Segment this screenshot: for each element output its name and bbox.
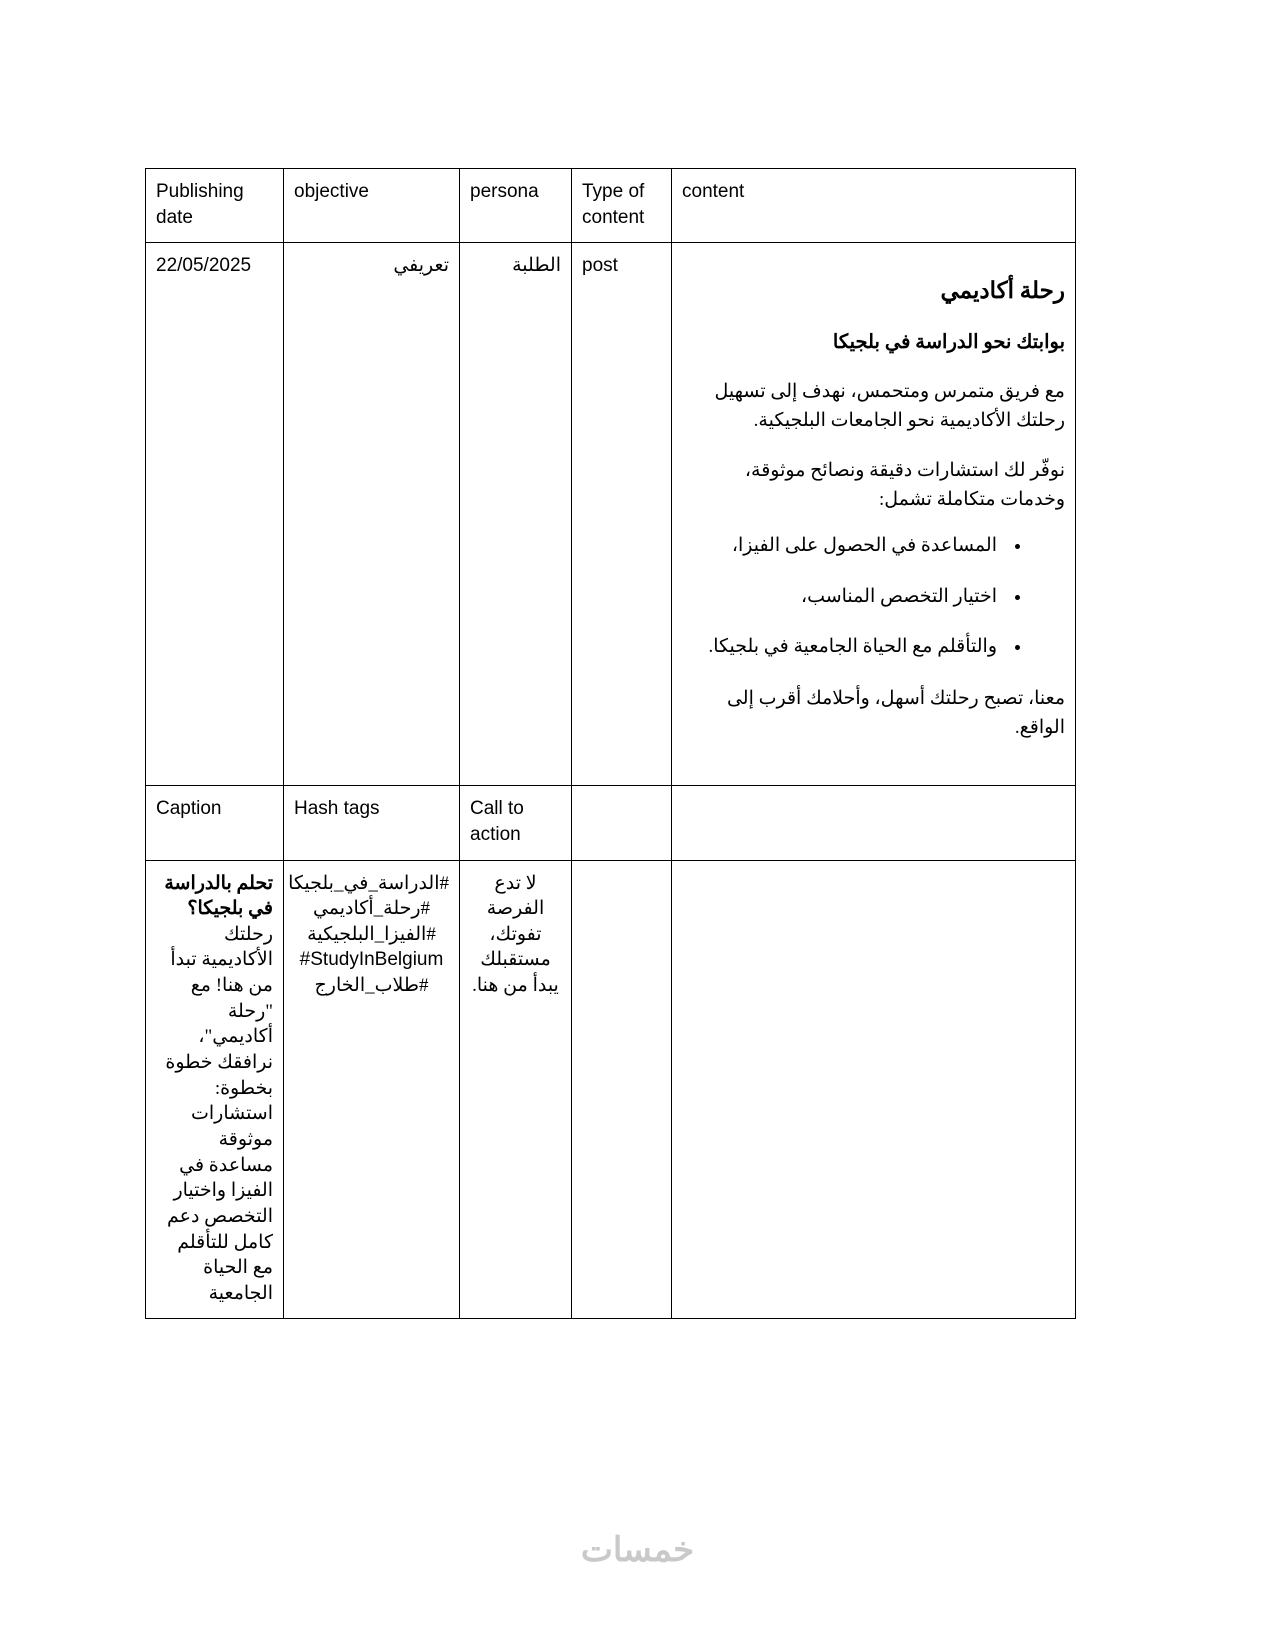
content-paragraph-2: نوفّر لك استشارات دقيقة ونصائح موثوقة، وخدمات متكاملة تشمل:	[744, 459, 1065, 510]
subheader-empty-2	[672, 786, 1076, 860]
subheader-hash-tags: Hash tags	[284, 786, 460, 860]
table-subheader-row	[146, 786, 1076, 860]
caption-bold-text: تحلم بالدراسة في بلجيكا؟	[164, 872, 273, 920]
watermark: خمسات	[580, 1532, 695, 1569]
content-subtitle: بوابتك نحو الدراسة في بلجيكا	[832, 332, 1065, 354]
header-content: content	[672, 169, 1076, 243]
cell-hash-tags	[284, 860, 460, 1319]
hash-tag-item: #رحلة_أكاديمي	[312, 898, 431, 920]
subheader-caption: Caption	[146, 786, 284, 860]
content-bullet-list	[682, 532, 1025, 662]
content-title: رحلة أكاديمي	[940, 278, 1065, 304]
cell-content	[672, 243, 1076, 786]
cell-publishing-date: 22/05/2025	[146, 243, 284, 786]
header-publishing-date: Publishing date	[146, 169, 284, 243]
cell-type-of-content: post	[572, 243, 672, 786]
header-type-of-content: Type of content	[572, 169, 672, 243]
list-item: • اختيار التخصص المناسب،	[682, 583, 1003, 612]
list-item: • المساعدة في الحصول على الفيزا،	[682, 532, 1003, 561]
table-row-detail	[146, 860, 1076, 1319]
cell-persona: الطلبة	[460, 243, 572, 786]
table-header-row	[146, 169, 1076, 243]
header-persona: persona	[460, 169, 572, 243]
cell-objective: تعريفي	[284, 243, 460, 786]
table-row-main	[146, 243, 1076, 786]
hash-tag-item: #الدراسة_في_بلجيكا	[288, 872, 449, 894]
content-outro: معنا، تصبح رحلتك أسهل، وأحلامك أقرب إلى الواقع.	[726, 687, 1065, 739]
cell-call-to-action: لا تدع الفرصة تفوتك، مستقبلك يبدأ من هنا.	[460, 860, 572, 1319]
header-objective: objective	[284, 169, 460, 243]
content-paragraph-1: مع فريق متمرس ومتحمس، نهدف إلى تسهيل رحلتك الأكاديمية نحو الجامعات البلجيكية.	[714, 380, 1065, 432]
subheader-call-to-action: Call to action	[460, 786, 572, 860]
subheader-empty-1	[572, 786, 672, 860]
cell-caption	[146, 860, 284, 1319]
content-plan-table	[145, 168, 1076, 1319]
cell-detail-empty-1	[572, 860, 672, 1319]
hash-tag-item: #StudyInBelgium	[299, 949, 444, 971]
caption-body-text: رحلتك الأكاديمية تبدأ من هنا! مع "رحلة أكاديمي"، نرافقك خطوة بخطوة: استشارات موثوقة مساعدة في الفيزا واختيار التخصص دعم كامل للتأقلم مع الحياة الجامعية	[165, 923, 273, 1304]
hash-tag-item: #طلاب_الخارج	[314, 975, 429, 997]
list-item: • والتأقلم مع الحياة الجامعية في بلجيكا.	[682, 633, 1003, 662]
cell-detail-empty-2	[672, 860, 1076, 1319]
hash-tag-item: #الفيزا_البلجيكية	[307, 923, 436, 945]
